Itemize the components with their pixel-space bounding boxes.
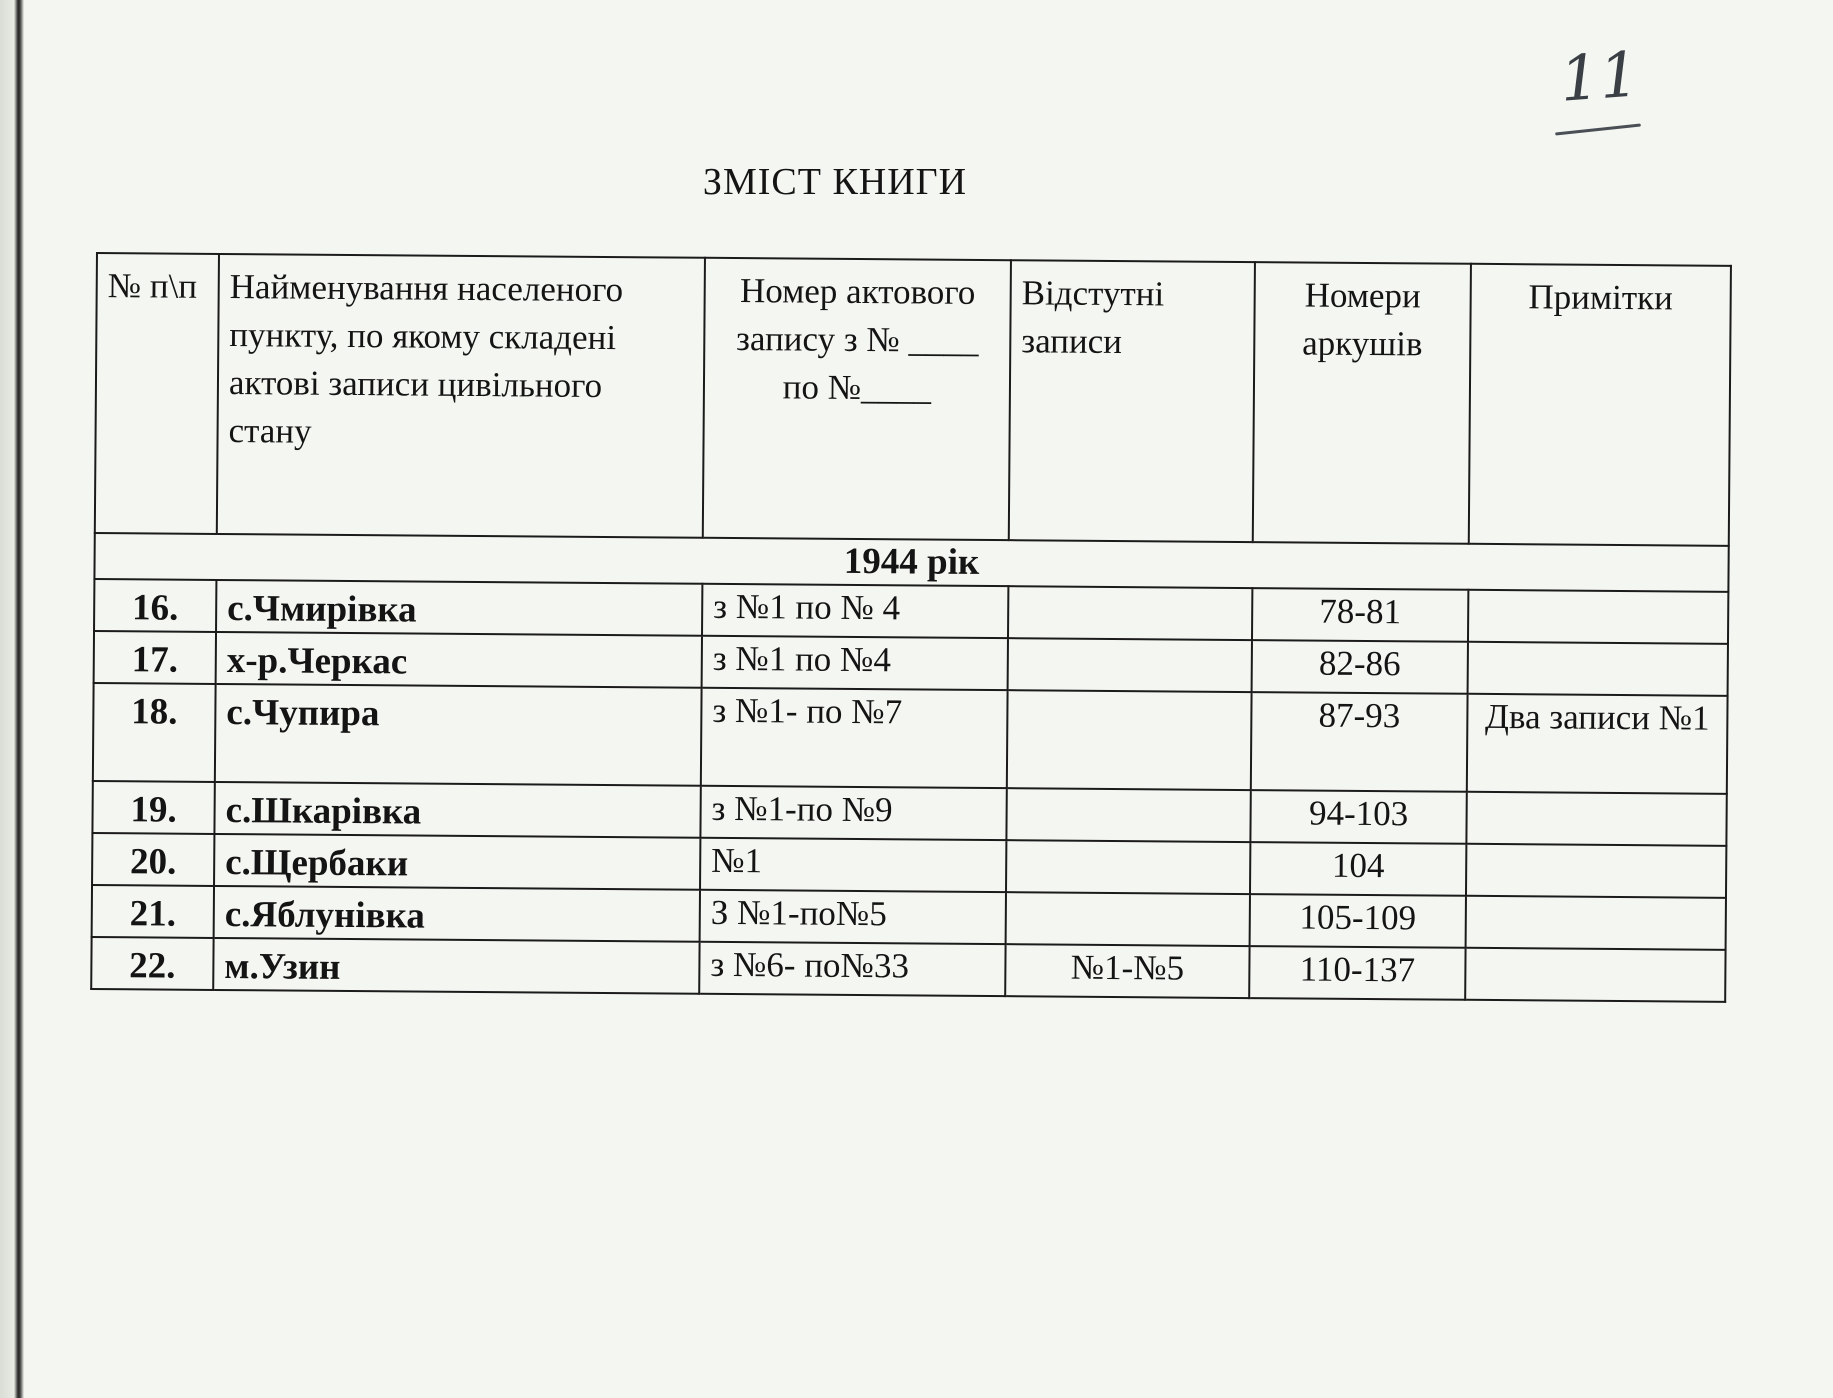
row-notes [1466,896,1726,950]
row-place: с.Чмирівка [216,580,702,636]
row-act-range: з №1 по №4 [702,636,1008,690]
row-act-range: з №6- по№33 [699,942,1005,996]
row-act-range: З №1-по№5 [700,890,1006,944]
table-row [93,683,1728,794]
row-place: х-р.Черкас [216,632,702,688]
row-missing [1006,788,1250,842]
header-notes: Примітки [1469,264,1731,546]
row-number: 19. [92,781,214,834]
contents-table [90,252,1732,1003]
page-number-underline [1555,124,1641,136]
row-notes [1465,948,1725,1002]
row-notes [1466,792,1726,846]
row-notes [1468,642,1728,696]
row-sheets: 94-103 [1250,790,1466,844]
row-missing: №1-№5 [1005,944,1249,998]
row-sheets: 110-137 [1249,946,1465,1000]
row-place: с.Щербаки [214,834,700,890]
header-sheet-numbers: Номери аркушів [1253,262,1471,544]
row-number: 21. [92,885,214,938]
row-number: 16. [94,579,216,632]
table-header-row [95,253,1731,546]
row-number: 17. [94,631,216,684]
row-missing [1008,638,1252,692]
year-label: 1944 рік [94,533,1728,592]
row-sheets: 82-86 [1252,640,1468,694]
document-title: ЗМІСТ КНИГИ [702,161,968,203]
row-sheets: 105-109 [1250,894,1466,948]
row-act-range: з №1-по №9 [700,786,1006,840]
row-sheets: 104 [1250,842,1466,896]
row-missing [1008,586,1252,640]
row-place: м.Узин [213,938,699,994]
row-place: с.Чупира [215,684,702,786]
header-number: № п\п [95,253,219,534]
row-sheets: 87-93 [1251,692,1468,792]
row-notes [1466,844,1726,898]
row-sheets: 78-81 [1252,588,1468,642]
row-notes [1468,590,1728,644]
row-number: 20. [92,833,214,886]
row-act-range: з №1 по № 4 [702,584,1008,638]
header-missing-records: Відстутні записи [1009,260,1255,542]
row-act-range: з №1- по №7 [701,688,1008,788]
row-number: 18. [93,683,216,782]
header-act-range: Номер актового запису з № ____ по №____ [703,258,1011,540]
handwritten-page-number: 11 [1557,37,1642,116]
header-place-name: Найменування населеного пункту, по якому складені актові записи цивільного стану [217,254,705,538]
row-notes: Два записи №1 [1467,694,1728,794]
row-missing [1007,690,1252,790]
row-act-range: №1 [700,838,1006,892]
row-missing [1006,892,1250,946]
row-place: с.Шкарівка [214,782,700,838]
row-missing [1006,840,1250,894]
book-binding-edge [0,0,24,1398]
row-place: с.Яблунівка [214,886,700,942]
row-number: 22. [91,937,213,990]
